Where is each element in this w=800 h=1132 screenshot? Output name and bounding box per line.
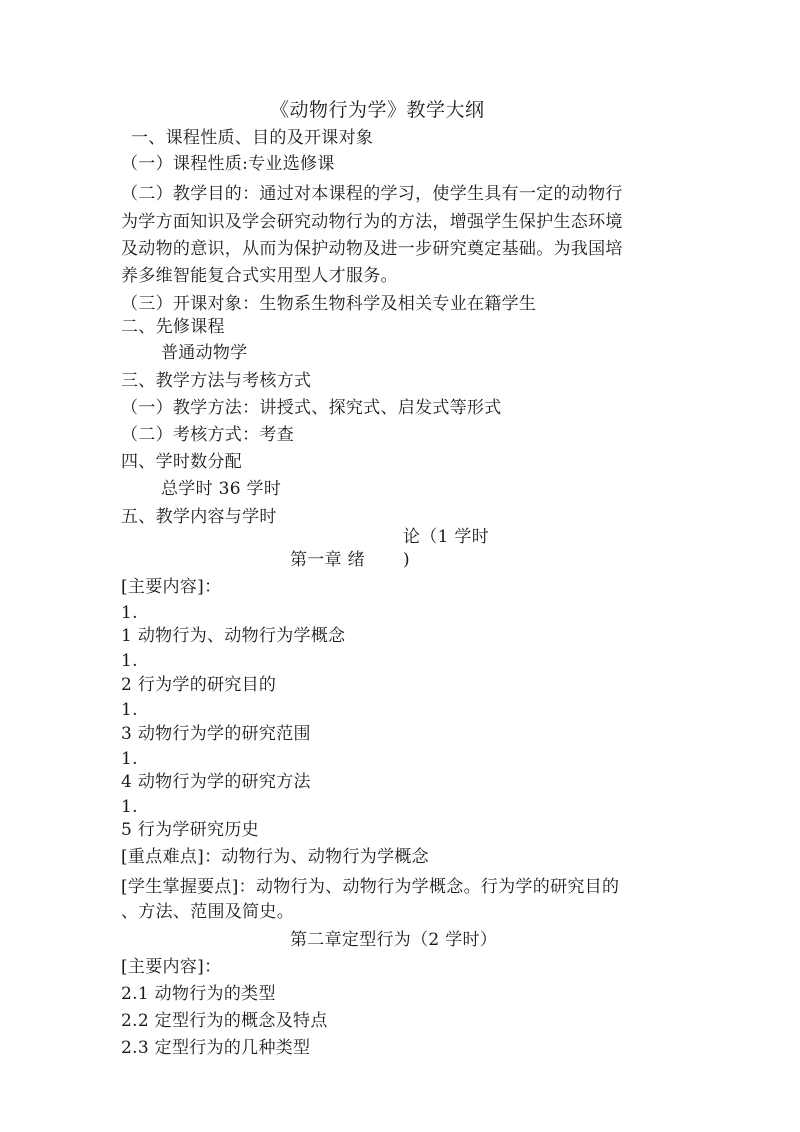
text-line: [学生掌握要点]：动物行为、动物行为学概念。行为学的研究目的 xyxy=(121,877,620,897)
section-heading: 五、教学内容与学时 xyxy=(121,507,277,527)
text-line: 养多维智能复合式实用型人才服务。 xyxy=(121,266,398,286)
list-number: 1. xyxy=(121,749,138,769)
text-line: （一）课程性质:专业选修课 xyxy=(121,154,335,174)
list-number: 1. xyxy=(121,700,138,720)
list-number: 1. xyxy=(121,797,138,817)
list-item: 1 动物行为、动物行为学概念 xyxy=(121,626,346,646)
text-line: 普通动物学 xyxy=(161,343,248,363)
list-number: 1. xyxy=(121,651,138,671)
text-line: 、方法、范围及简史。 xyxy=(121,902,294,922)
text-line: 总学时 36 学时 xyxy=(161,479,282,499)
list-item: 2.1 动物行为的类型 xyxy=(121,984,276,1004)
chapter-title-fragment: 论（1 学时 xyxy=(403,527,490,547)
list-item: 4 动物行为学的研究方法 xyxy=(121,772,311,792)
text-line: [主要内容]： xyxy=(121,957,222,977)
list-item: 2 行为学的研究目的 xyxy=(121,675,277,695)
text-line: （一）教学方法：讲授式、探究式、启发式等形式 xyxy=(121,398,502,418)
chapter-title: 第二章定型行为（2 学时） xyxy=(290,930,498,950)
list-item: 5 行为学研究历史 xyxy=(121,820,259,840)
text-line: 为学方面知识及学会研究动物行为的方法，增强学生保护生态环境 xyxy=(121,212,623,232)
text-line: [重点难点]：动物行为、动物行为学概念 xyxy=(121,847,429,867)
chapter-title-fragment: ) xyxy=(403,550,410,570)
chapter-title-fragment: 第一章 绪 xyxy=(290,550,365,570)
text-line: （二）教学目的：通过对本课程的学习，使学生具有一定的动物行 xyxy=(121,184,623,204)
section-heading: 三、教学方法与考核方式 xyxy=(121,371,312,391)
list-number: 1. xyxy=(121,603,138,623)
section-heading: 四、学时数分配 xyxy=(121,452,243,472)
section-heading: 一、课程性质、目的及开课对象 xyxy=(131,128,374,148)
text-line: （三）开课对象：生物系生物科学及相关专业在籍学生 xyxy=(121,294,537,314)
document-title: 《动物行为学》教学大纲 xyxy=(270,99,485,121)
section-heading: 二、先修课程 xyxy=(121,317,225,337)
text-line: （二）考核方式：考查 xyxy=(121,425,294,445)
list-item: 2.2 定型行为的概念及特点 xyxy=(121,1011,328,1031)
list-item: 2.3 定型行为的几种类型 xyxy=(121,1038,311,1058)
text-line: [主要内容]： xyxy=(121,577,222,597)
text-line: 及动物的意识，从而为保护动物及进一步研究奠定基础。为我国培 xyxy=(121,239,623,259)
list-item: 3 动物行为学的研究范围 xyxy=(121,724,311,744)
